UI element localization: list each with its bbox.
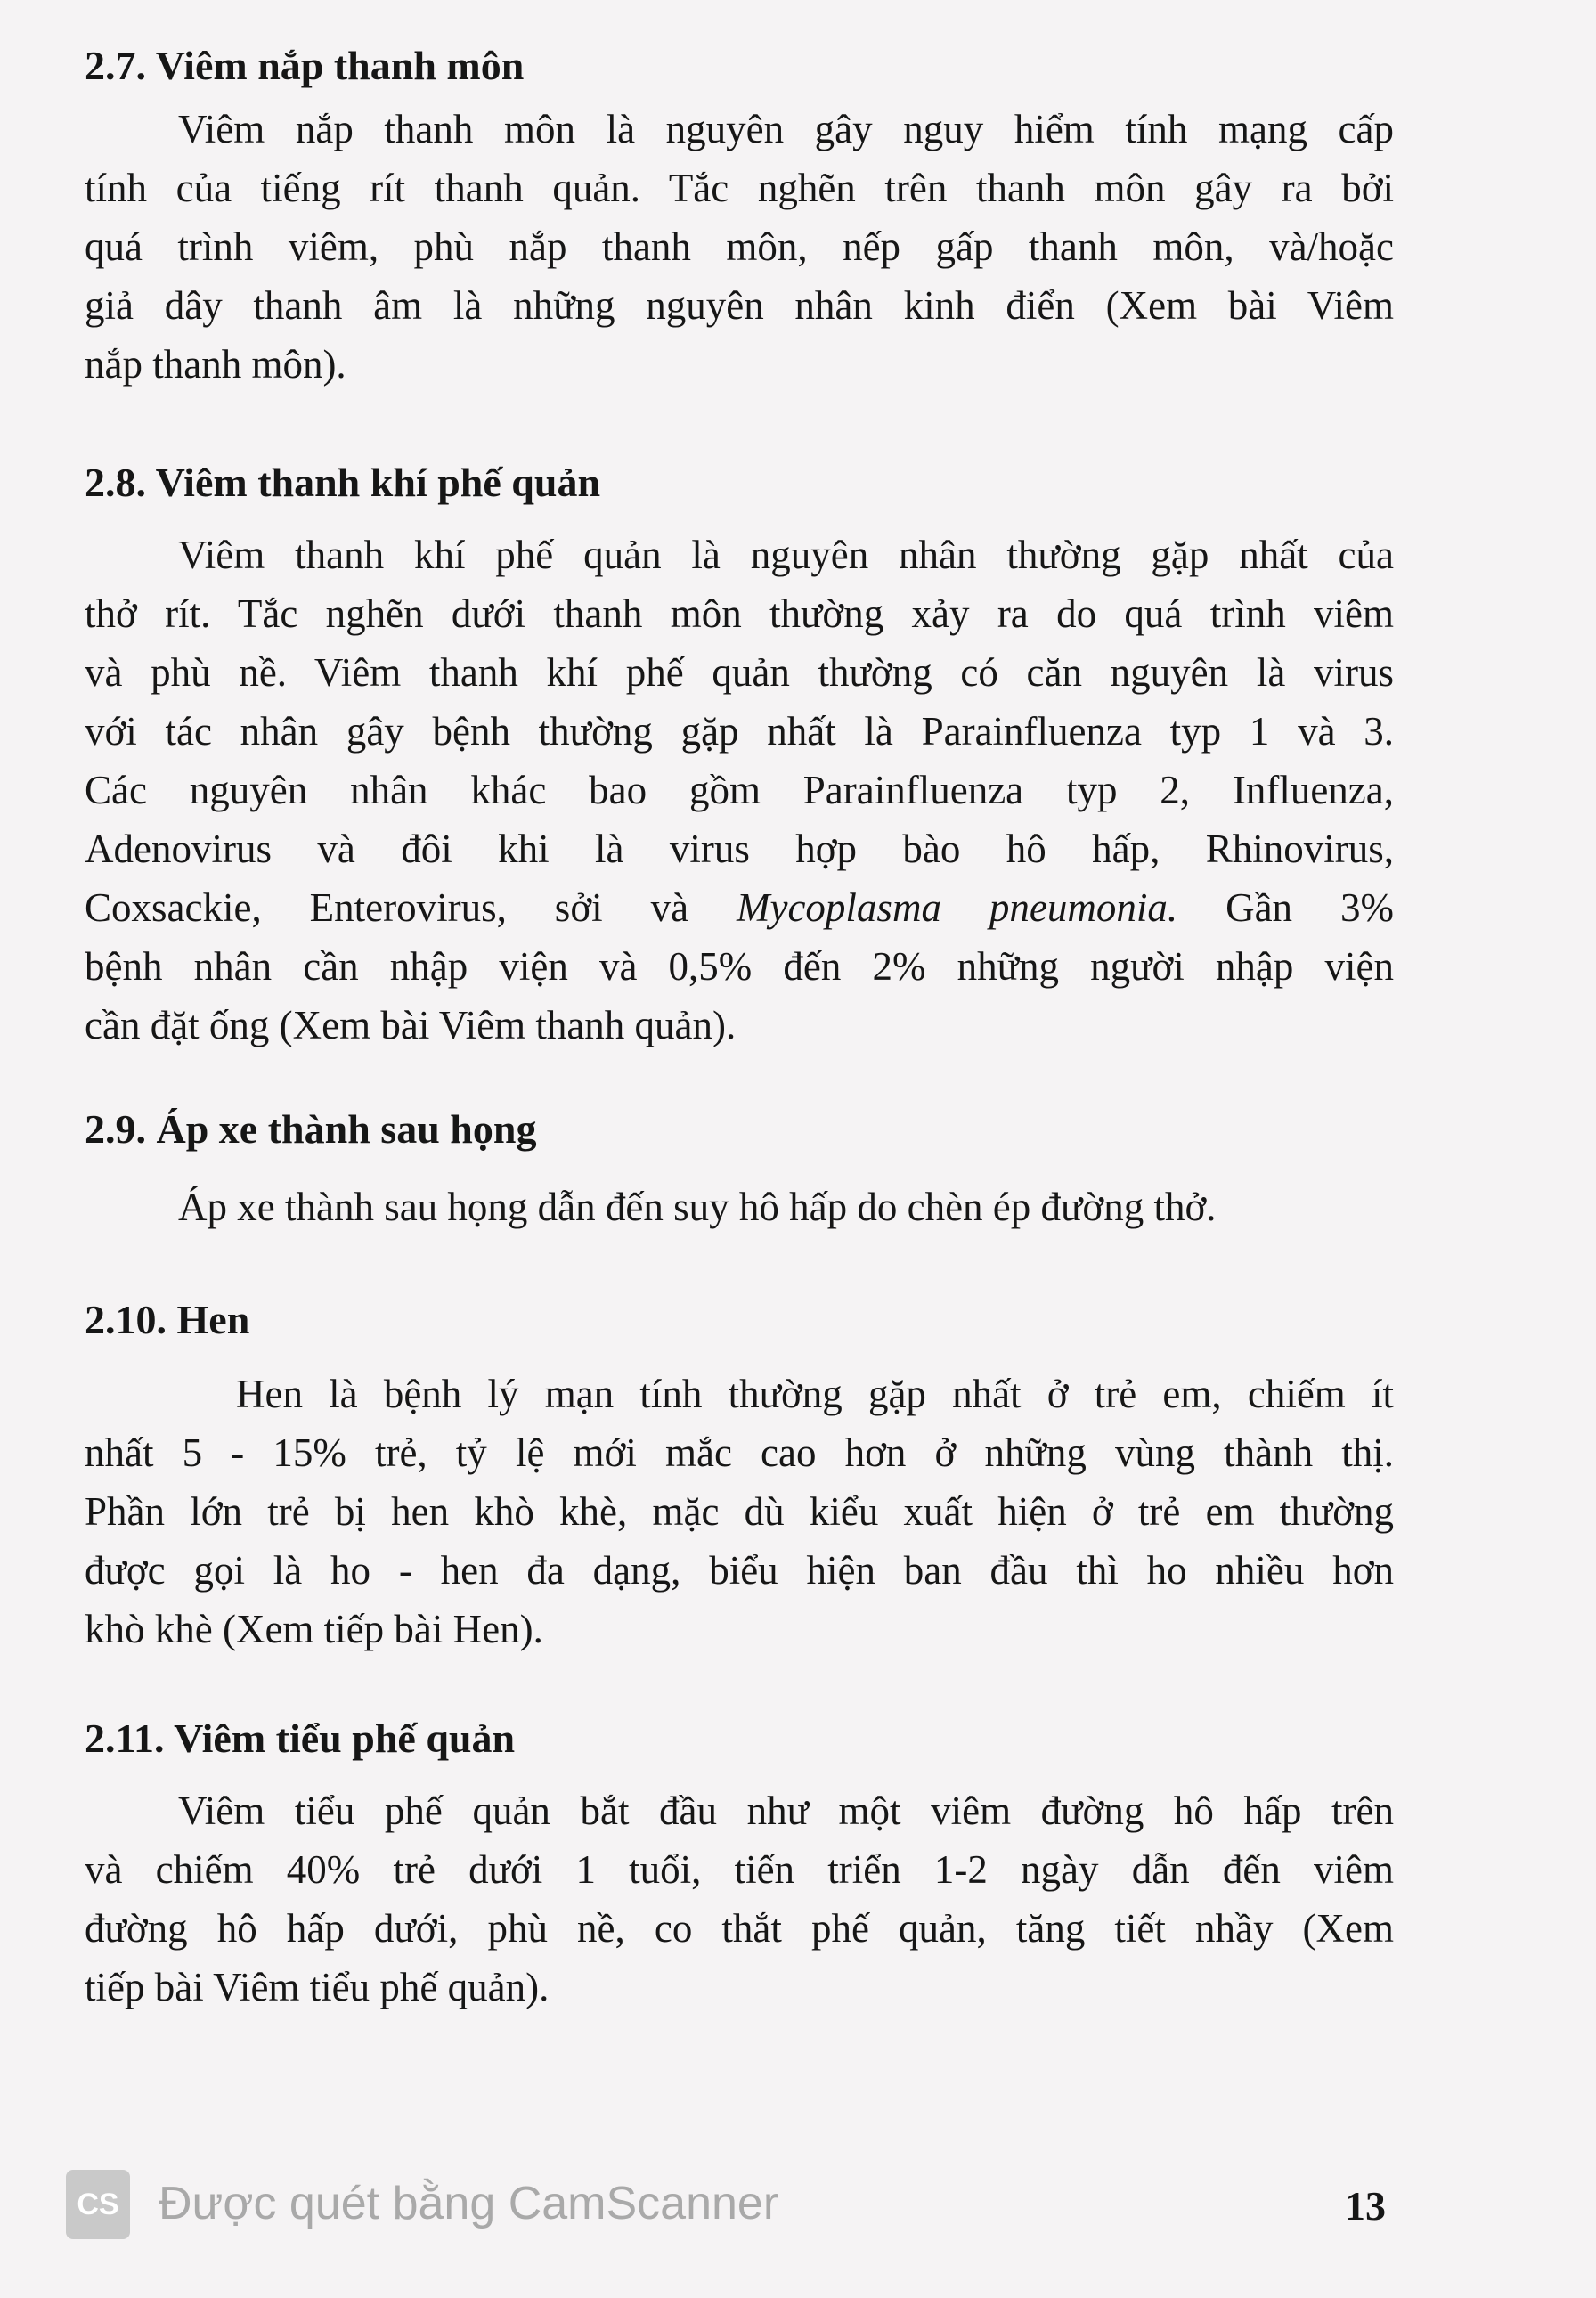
line-text: Adenovirus và đôi khi là virus hợp bào hô hấp, Rhinovirus,: [85, 827, 1394, 871]
scanner-watermark: Được quét bằng CamScanner: [159, 2178, 779, 2229]
text-line: [85, 1899, 1394, 1958]
line-text: được gọi là ho - hen đa dạng, biểu hiện ban đầu thì ho nhiều hơn: [85, 1548, 1394, 1593]
line-text: tiếp bài Viêm tiểu phế quản).: [85, 1965, 550, 2009]
text-line: [85, 526, 1394, 584]
text-line: [85, 584, 1394, 643]
section-heading-viem-tieu-phe-quan: 2.11. Viêm tiểu phế quản: [85, 1715, 516, 1761]
text-line: [85, 996, 1394, 1055]
line-text: Viêm thanh khí phế quản là nguyên nhân thường gặp nhất của: [178, 533, 1394, 577]
line-text: Viêm nắp thanh môn là nguyên gây nguy hiểm tính mạng cấp: [178, 107, 1394, 151]
section-heading-viem-nap-thanh-mon: 2.7. Viêm nắp thanh môn: [85, 43, 525, 88]
text-line: [85, 100, 1394, 159]
text-line: [85, 1365, 1394, 1423]
italic-organism-name: Mycoplasma pneumonia.: [737, 885, 1178, 930]
camscanner-logo-icon: [66, 2170, 130, 2239]
text-line: [85, 1423, 1394, 1482]
line-text: Hen là bệnh lý mạn tính thường gặp nhất ở trẻ em, chiếm ít: [236, 1372, 1394, 1416]
line-text: và phù nề. Viêm thanh khí phế quản thường có căn nguyên là virus: [85, 650, 1394, 695]
line-text: khò khè (Xem tiếp bài Hen).: [85, 1607, 543, 1651]
text-line: [85, 276, 1394, 335]
section-heading-viem-thanh-khi-phe-quan: 2.8. Viêm thanh khí phế quản: [85, 460, 601, 505]
line-text: bệnh nhân cần nhập viện và 0,5% đến 2% những người nhập viện: [85, 944, 1394, 989]
text-line: [85, 761, 1394, 819]
line-text: Gần 3%: [1177, 885, 1394, 930]
paragraph-hen: [85, 1365, 1394, 1658]
text-line: [85, 1600, 1394, 1658]
paragraph-viem-tieu-phe-quan: [85, 1781, 1394, 2017]
text-line: [85, 702, 1394, 761]
line-text: Coxsackie, Enterovirus, sởi và: [85, 885, 737, 930]
text-line: [85, 159, 1394, 217]
text-line: [85, 217, 1394, 276]
text-line: [85, 819, 1394, 878]
text-line: [85, 1781, 1394, 1840]
text-line: [85, 643, 1394, 702]
line-text: tính của tiếng rít thanh quản. Tắc nghẽn trên thanh môn gây ra bởi: [85, 166, 1394, 210]
text-line: [85, 1482, 1394, 1541]
text-line: [85, 1178, 1394, 1236]
section-heading-hen: 2.10. Hen: [85, 1297, 250, 1342]
logo-text: CS: [77, 2187, 119, 2221]
line-text: Viêm tiểu phế quản bắt đầu như một viêm đường hô hấp trên: [178, 1789, 1394, 1833]
paragraph-viem-thanh-khi-phe-quan: [85, 526, 1394, 1055]
page-number: 13: [1345, 2183, 1386, 2229]
line-text: Áp xe thành sau họng dẫn đến suy hô hấp do chèn ép đường thở.: [178, 1185, 1217, 1229]
line-text: giả dây thanh âm là những nguyên nhân kinh điển (Xem bài Viêm: [85, 283, 1394, 328]
section-heading-ap-xe-thanh-sau-hong: 2.9. Áp xe thành sau họng: [85, 1106, 537, 1152]
line-text: nhất 5 - 15% trẻ, tỷ lệ mới mắc cao hơn ở những vùng thành thị.: [85, 1430, 1394, 1475]
text-line: [85, 335, 1394, 394]
line-text: Các nguyên nhân khác bao gồm Parainfluenza typ 2, Influenza,: [85, 768, 1394, 812]
text-line: [85, 937, 1394, 996]
line-text: quá trình viêm, phù nắp thanh môn, nếp gấp thanh môn, và/hoặc: [85, 224, 1394, 269]
line-text: Phần lớn trẻ bị hen khò khè, mặc dù kiểu xuất hiện ở trẻ em thường: [85, 1489, 1394, 1534]
line-text: thở rít. Tắc nghẽn dưới thanh môn thường xảy ra do quá trình viêm: [85, 591, 1394, 636]
line-text: nắp thanh môn).: [85, 342, 346, 387]
paragraph-viem-nap-thanh-mon: [85, 100, 1394, 394]
line-text: và chiếm 40% trẻ dưới 1 tuổi, tiến triển 1-2 ngày dẫn đến viêm: [85, 1847, 1394, 1892]
line-text: với tác nhân gây bệnh thường gặp nhất là Parainfluenza typ 1 và 3.: [85, 709, 1394, 754]
text-line: [85, 878, 1394, 937]
paragraph-ap-xe-thanh-sau-hong: [85, 1178, 1394, 1236]
line-text: đường hô hấp dưới, phù nề, co thắt phế quản, tăng tiết nhầy (Xem: [85, 1906, 1394, 1951]
text-line: [85, 1541, 1394, 1600]
text-line: [85, 1840, 1394, 1899]
line-text: cần đặt ống (Xem bài Viêm thanh quản).: [85, 1003, 737, 1047]
text-line: [85, 1958, 1394, 2017]
